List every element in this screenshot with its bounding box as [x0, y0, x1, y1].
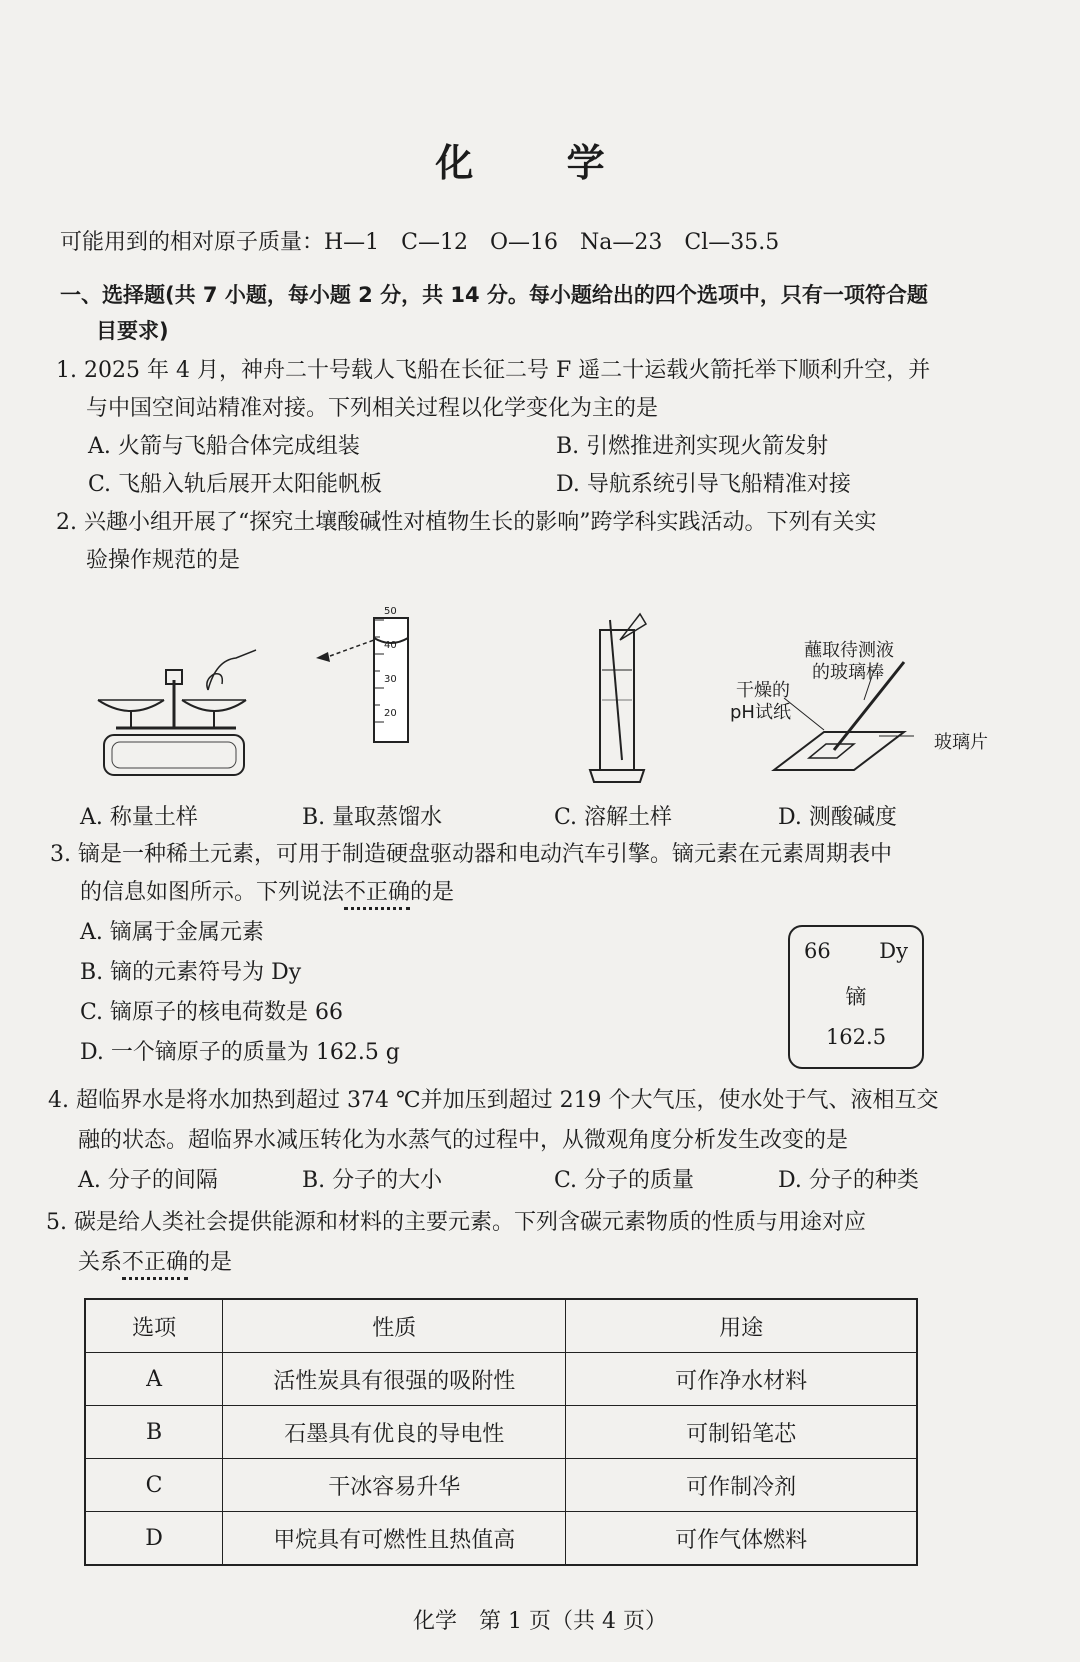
q4-stem-line1: 4. 超临界水是将水加热到超过 374 ℃并加压到超过 219 个大气压，使水处于气、液相互交 [48, 1088, 939, 1113]
table-cell: B [85, 1406, 223, 1459]
atomic-mass: 162.5 [825, 1025, 887, 1049]
q2-option-a: A. 称量土样 [80, 805, 198, 830]
q5-stem-line2 [78, 1248, 232, 1278]
q3-stem-line1: 3. 镝是一种稀土元素，可用于制造硬盘驱动器和电动汽车引擎。镝元素在元素周期表中 [50, 842, 892, 867]
q1-option-a: A. 火箭与飞船合体完成组装 [88, 434, 360, 459]
q1-option-c: C. 飞船入轨后展开太阳能帆板 [88, 472, 383, 497]
cyl-tick-50: 50 [384, 606, 397, 617]
table-cell: 可制铅笔芯 [566, 1406, 917, 1459]
atomic-number: 66 [804, 939, 831, 963]
q3-stem-text: 的信息如图所示。下列说法 [80, 880, 345, 905]
table-header-row [85, 1299, 917, 1353]
cyl-tick-30: 30 [384, 674, 397, 685]
table-row [85, 1459, 917, 1512]
page-title: 化 学 [435, 141, 645, 185]
section-heading-line1: 一、选择题(共 7 小题，每小题 2 分，共 14 分。每小题给出的四个选项中，只有一项符合题 [60, 283, 928, 307]
table-cell: 可作制冷剂 [566, 1459, 917, 1512]
q2-option-c: C. 溶解土样 [554, 805, 673, 830]
table-cell: 干冰容易升华 [223, 1459, 566, 1512]
q4-stem-line2: 融的状态。超临界水减压转化为水蒸气的过程中，从微观角度分析发生改变的是 [78, 1128, 849, 1153]
element-symbol: Dy [879, 939, 908, 963]
table-cell: 活性炭具有很强的吸附性 [223, 1353, 566, 1406]
q3-option-b: B. 镝的元素符号为 Dy [80, 960, 302, 985]
q2-stem-line2: 验操作规范的是 [86, 548, 241, 573]
q1-stem-line1: 1. 2025 年 4 月，神舟二十号载人飞船在长征二号 F 遥二十运载火箭托举下顺利升空，并 [56, 358, 931, 383]
q3-emphasis: 不正确 [344, 880, 410, 910]
label-glass: 玻璃片 [934, 732, 988, 753]
table-cell: 可作净水材料 [566, 1353, 917, 1406]
table-header: 性质 [223, 1299, 566, 1353]
table-cell: 甲烷具有可燃性且热值高 [223, 1512, 566, 1566]
q4-option-c: C. 分子的质量 [554, 1168, 695, 1193]
q2-option-b: B. 量取蒸馏水 [302, 805, 443, 830]
q5-stem-end: 的是 [188, 1250, 233, 1275]
q5-table [84, 1298, 918, 1566]
table-row [85, 1353, 917, 1406]
q5-stem-line1: 5. 碳是给人类社会提供能源和材料的主要元素。下列含碳元素物质的性质与用途对应 [46, 1210, 866, 1235]
q4-option-b: B. 分子的大小 [302, 1168, 443, 1193]
label-paper-line2: pH试纸 [730, 702, 791, 723]
q2-option-d: D. 测酸碱度 [778, 805, 897, 830]
dissolve-figure [580, 610, 660, 790]
label-rod-line1: 蘸取待测液 [804, 640, 894, 661]
balance-figure [96, 640, 266, 790]
cylinder-figure [312, 612, 452, 752]
section-heading-line2: 目要求) [96, 319, 169, 343]
element-card [788, 925, 924, 1069]
table-header: 选项 [85, 1299, 223, 1353]
q1-option-b: B. 引燃推进剂实现火箭发射 [556, 434, 829, 459]
table-header: 用途 [566, 1299, 917, 1353]
q3-stem-end: 的是 [410, 880, 455, 905]
q3-stem-line2 [80, 878, 454, 908]
q5-stem-text: 关系 [78, 1250, 123, 1275]
q4-option-d: D. 分子的种类 [778, 1168, 919, 1193]
q3-option-a: A. 镝属于金属元素 [80, 920, 264, 945]
q3-option-d: D. 一个镝原子的质量为 162.5 g [80, 1040, 400, 1065]
cyl-tick-40: 40 [384, 640, 397, 651]
q1-option-d: D. 导航系统引导飞船精准对接 [556, 472, 851, 497]
q2-stem-line1: 2. 兴趣小组开展了“探究土壤酸碱性对植物生长的影响”跨学科实践活动。下列有关实 [56, 510, 877, 535]
table-cell: 石墨具有优良的导电性 [223, 1406, 566, 1459]
table-row [85, 1512, 917, 1566]
atomic-masses: 可能用到的相对原子质量：H—1 C—12 O—16 Na—23 Cl—35.5 [60, 230, 780, 255]
element-name: 镝 [845, 985, 867, 1009]
q3-option-c: C. 镝原子的核电荷数是 66 [80, 1000, 344, 1025]
table-row [85, 1406, 917, 1459]
table-cell: 可作气体燃料 [566, 1512, 917, 1566]
table-cell: A [85, 1353, 223, 1406]
q1-stem-line2: 与中国空间站精准对接。下列相关过程以化学变化为主的是 [86, 396, 659, 421]
table-cell: C [85, 1459, 223, 1512]
q4-option-a: A. 分子的间隔 [78, 1168, 218, 1193]
page-footer: 化学 第 1 页（共 4 页） [413, 1609, 667, 1634]
label-rod-line2: 的玻璃棒 [812, 662, 884, 683]
label-paper-line1: 干燥的 [736, 680, 790, 701]
q5-emphasis: 不正确 [122, 1250, 188, 1280]
table-cell: D [85, 1512, 223, 1566]
cyl-tick-20: 20 [384, 708, 397, 719]
